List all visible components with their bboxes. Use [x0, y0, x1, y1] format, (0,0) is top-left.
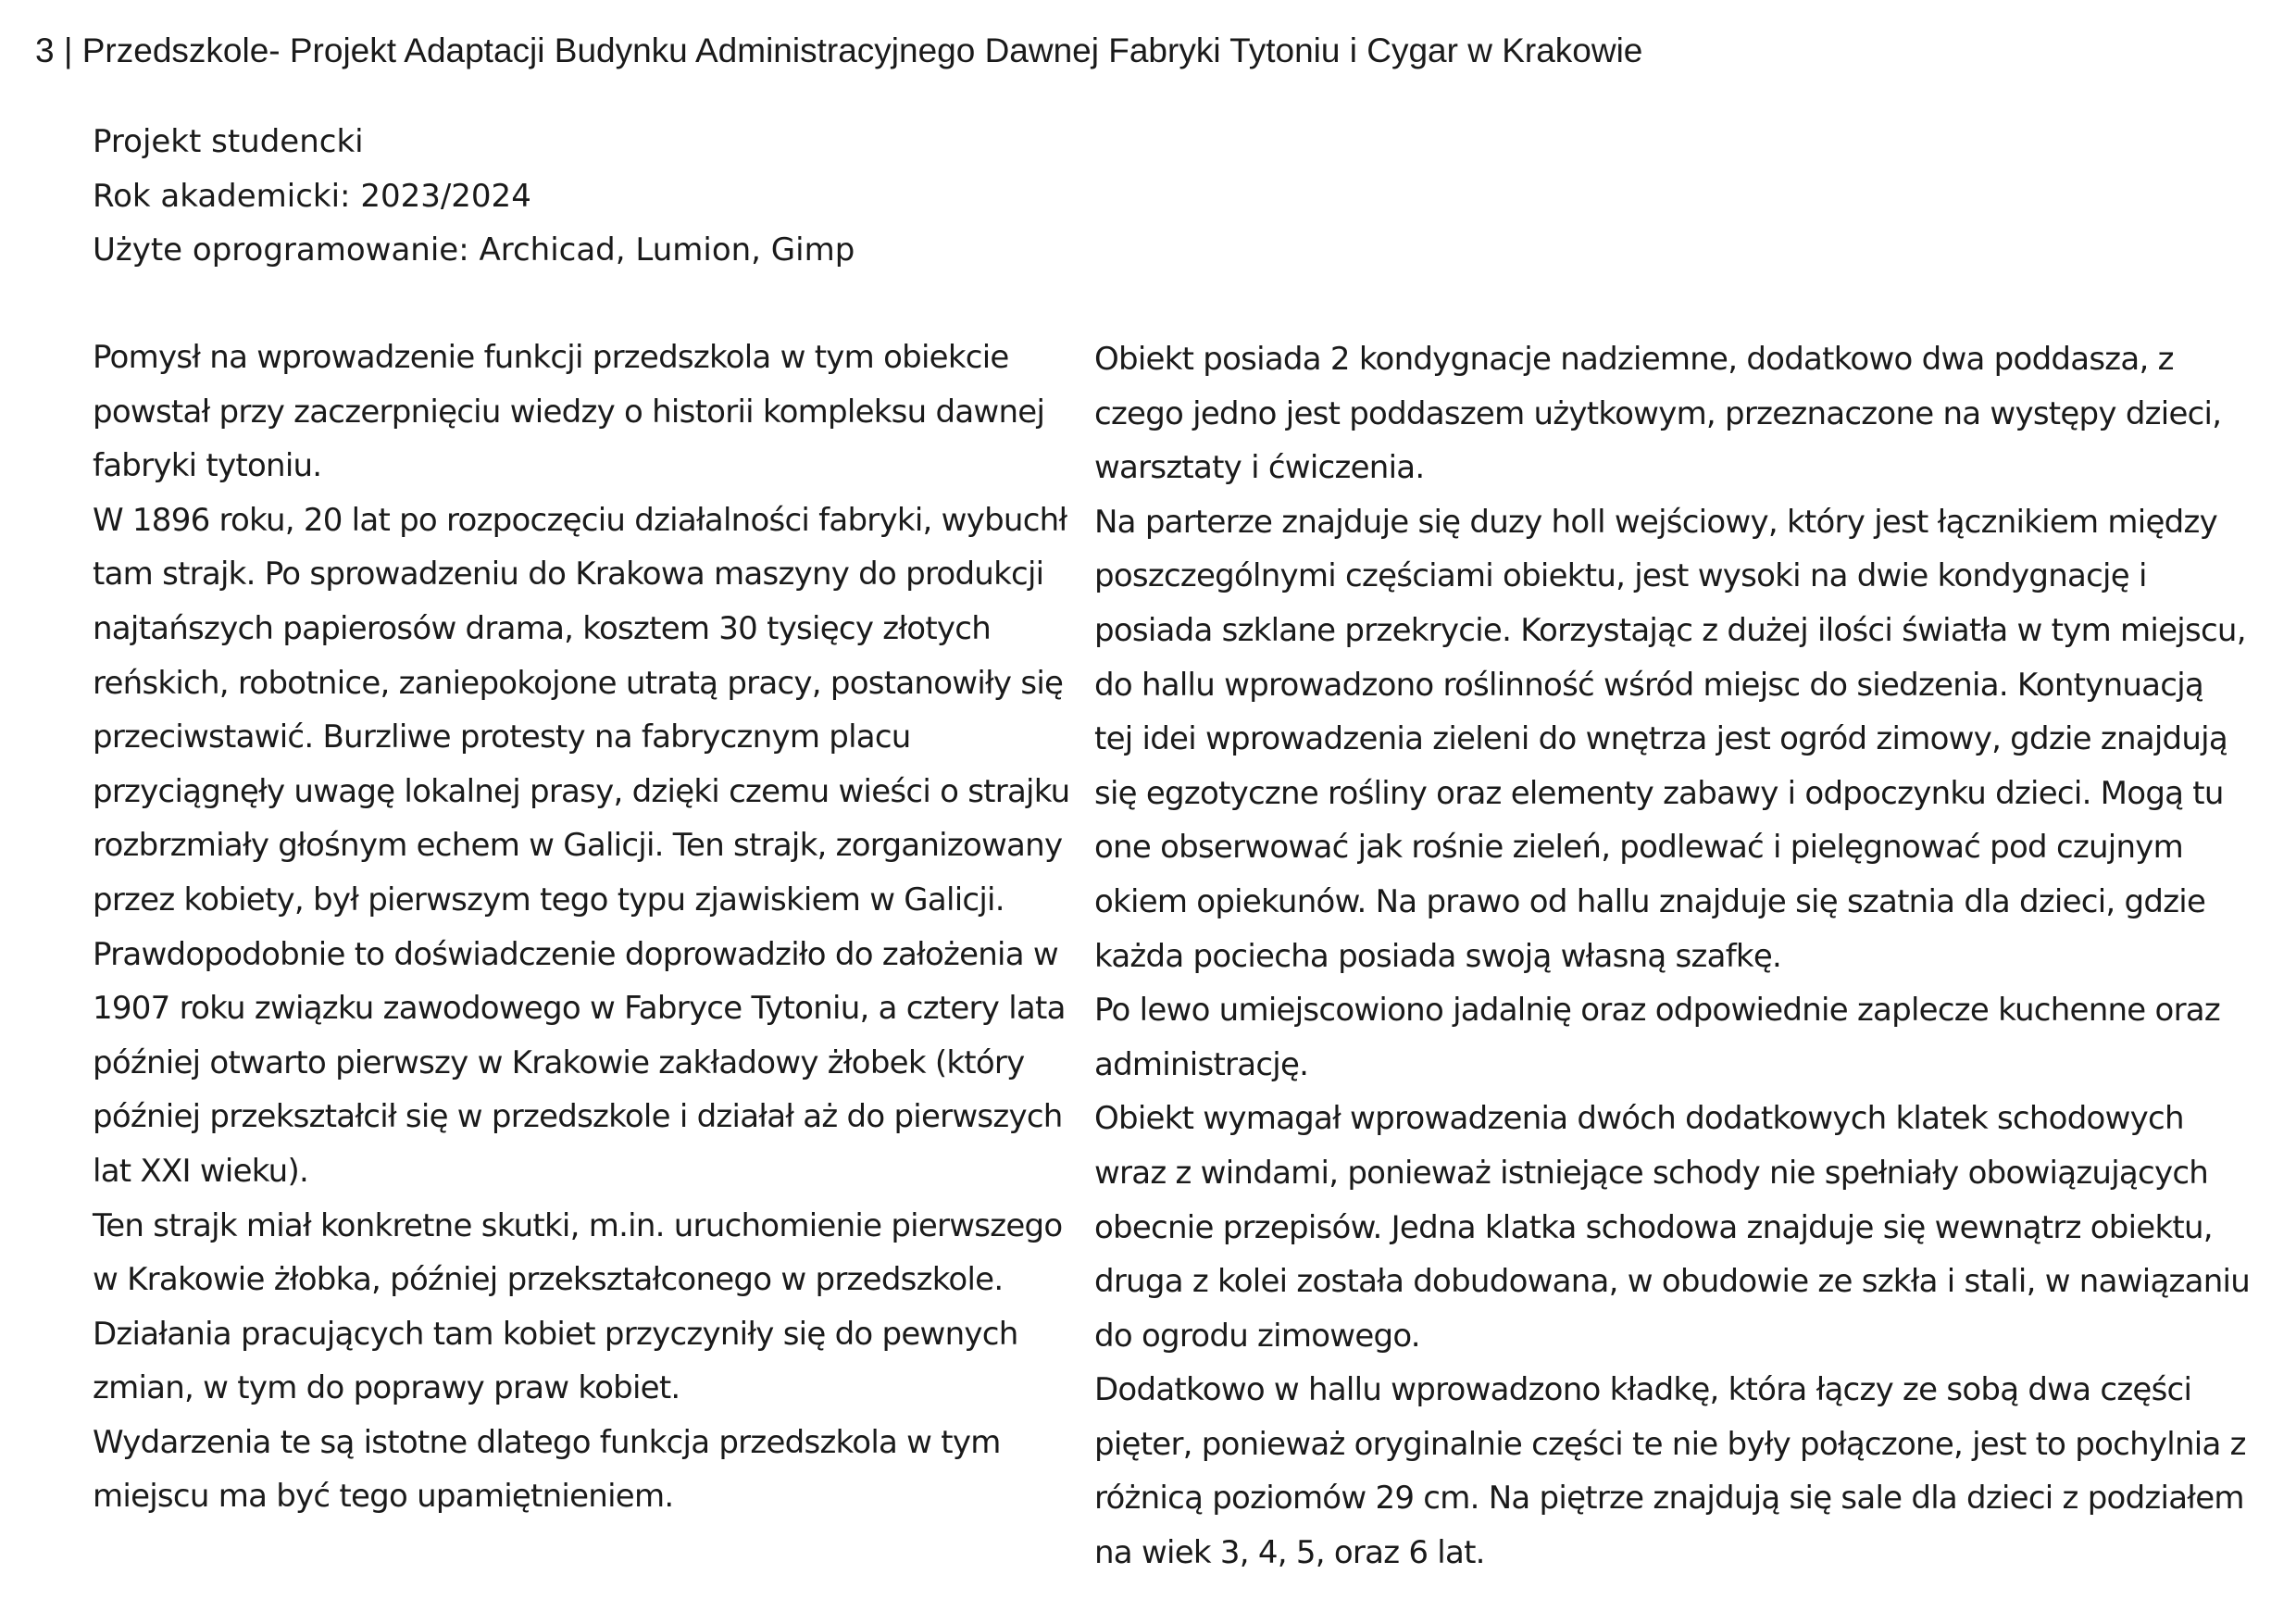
text-line: wraz z windami, ponieważ istniejące schody nie spełniały obowiązujących — [1094, 1154, 2209, 1192]
text-line: okiem opiekunów. Na prawo od hallu znajduje się szatnia dla dzieci, gdzie — [1094, 882, 2206, 920]
text-line: druga z kolei została dobudowana, w obudowie ze szkła i stali, w nawiązaniu — [1094, 1263, 2251, 1301]
text-line: później przekształcił się w przedszkole i działał aż do pierwszych — [93, 1098, 1063, 1136]
academic-year-label: Rok akademicki: 2023/2024 — [93, 177, 531, 215]
text-line: przez kobiety, był pierwszym tego typu zjawiskiem w Galicji. — [93, 881, 1004, 918]
text-line: do ogrodu zimowego. — [1094, 1317, 1420, 1355]
text-line: przeciwstawić. Burzliwe protesty na fabrycznym placu — [93, 718, 911, 756]
text-line: pięter, ponieważ oryginalnie części te nie były połączone, jest to pochylnia z — [1094, 1425, 2246, 1463]
text-line: najtańszych papierosów drama, kosztem 30 tysięcy złotych — [93, 609, 992, 647]
text-line: warsztaty i ćwiczenia. — [1094, 449, 1425, 487]
text-line: Obiekt wymagał wprowadzenia dwóch dodatkowych klatek schodowych — [1094, 1100, 2184, 1138]
text-line: one obserwować jak rośnie zieleń, podlewać i pielęgnować pod czujnym — [1094, 829, 2184, 867]
text-line: Wydarzenia te są istotne dlatego funkcja przedszkola w tym — [93, 1423, 1001, 1461]
text-line: czego jedno jest poddaszem użytkowym, przeznaczone na występy dzieci, — [1094, 394, 2222, 432]
text-line: Po lewo umiejscowiono jadalnię oraz odpowiednie zaplecze kuchenne oraz — [1094, 992, 2220, 1030]
text-line: poszczególnymi częściami obiektu, jest wysoki na dwie kondygnację i — [1094, 557, 2147, 595]
text-line: na wiek 3, 4, 5, oraz 6 lat. — [1094, 1534, 1485, 1572]
text-line: później otwarto pierwszy w Krakowie zakładowy żłobek (który — [93, 1043, 1025, 1081]
text-line: tej idei wprowadzenia zieleni do wnętrza jest ogród zimowy, gdzie znajdują — [1094, 720, 2227, 758]
text-line: Działania pracujących tam kobiet przyczyniły się do pewnych — [93, 1315, 1018, 1353]
software-label: Użyte oprogramowanie: Archicad, Lumion, Gimp — [93, 231, 855, 269]
text-line: Dodatkowo w hallu wprowadzono kładkę, która łączy ze sobą dwa części — [1094, 1371, 2192, 1409]
text-line: W 1896 roku, 20 lat po rozpoczęciu działalności fabryki, wybuchł — [93, 501, 1067, 539]
text-line: miejscu ma być tego upamiętnieniem. — [93, 1478, 674, 1516]
text-line: rozbrzmiały głośnym echem w Galicji. Ten strajk, zorganizowany — [93, 827, 1063, 865]
project-type-label: Projekt studencki — [93, 123, 364, 160]
project-meta — [93, 115, 855, 278]
text-line: do hallu wprowadzono roślinność wśród miejsc do siedzenia. Kontynuacją — [1094, 666, 2203, 704]
text-line: Prawdopodobnie to doświadczenie doprowadziło do założenia w — [93, 935, 1058, 973]
text-line: powstał przy zaczerpnięciu wiedzy o historii kompleksu dawnej — [93, 393, 1045, 431]
text-line: tam strajk. Po sprowadzeniu do Krakowa maszyny do produkcji — [93, 556, 1044, 593]
text-line: każda pociecha posiada swoją własną szafkę. — [1094, 937, 1782, 975]
text-line: przyciągnęły uwagę lokalnej prasy, dzięki czemu wieści o strajku — [93, 772, 1070, 810]
text-line: 1907 roku związku zawodowego w Fabryce Tytoniu, a cztery lata — [93, 990, 1066, 1028]
description-right-column — [1094, 332, 2250, 1580]
text-line: Na parterze znajduje się duzy holl wejściowy, który jest łącznikiem między — [1094, 503, 2217, 541]
page-title: 3 | Przedszkole- Projekt Adaptacji Budynku Administracyjnego Dawnej Fabryki Tytoniu i Cygar w Krakowie — [35, 31, 1643, 69]
description-left-column — [93, 331, 1069, 1524]
text-line: lat XXI wieku). — [93, 1152, 309, 1190]
text-line: administrację. — [1094, 1045, 1309, 1083]
text-line: reńskich, robotnice, zaniepokojone utratą pracy, postanowiły się — [93, 664, 1064, 702]
text-line: różnicą poziomów 29 cm. Na piętrze znajdują się sale dla dzieci z podziałem — [1094, 1480, 2244, 1518]
text-line: Ten strajk miał konkretne skutki, m.in. uruchomienie pierwszego — [93, 1206, 1063, 1244]
text-line: w Krakowie żłobka, później przekształconego w przedszkole. — [93, 1261, 1004, 1299]
text-line: Pomysł na wprowadzenie funkcji przedszkola w tym obiekcie — [93, 339, 1009, 376]
text-line: posiada szklane przekrycie. Korzystając z dużej ilości światła w tym miejscu, — [1094, 611, 2246, 649]
text-line: się egzotyczne rośliny oraz elementy zabawy i odpoczynku dzieci. Mogą tu — [1094, 774, 2224, 812]
text-line: fabryki tytoniu. — [93, 447, 322, 485]
text-line: obecnie przepisów. Jedna klatka schodowa znajduje się wewnątrz obiektu, — [1094, 1208, 2213, 1246]
text-line: zmian, w tym do poprawy praw kobiet. — [93, 1369, 680, 1407]
text-line: Obiekt posiada 2 kondygnacje nadziemne, dodatkowo dwa poddasza, z — [1094, 341, 2174, 378]
